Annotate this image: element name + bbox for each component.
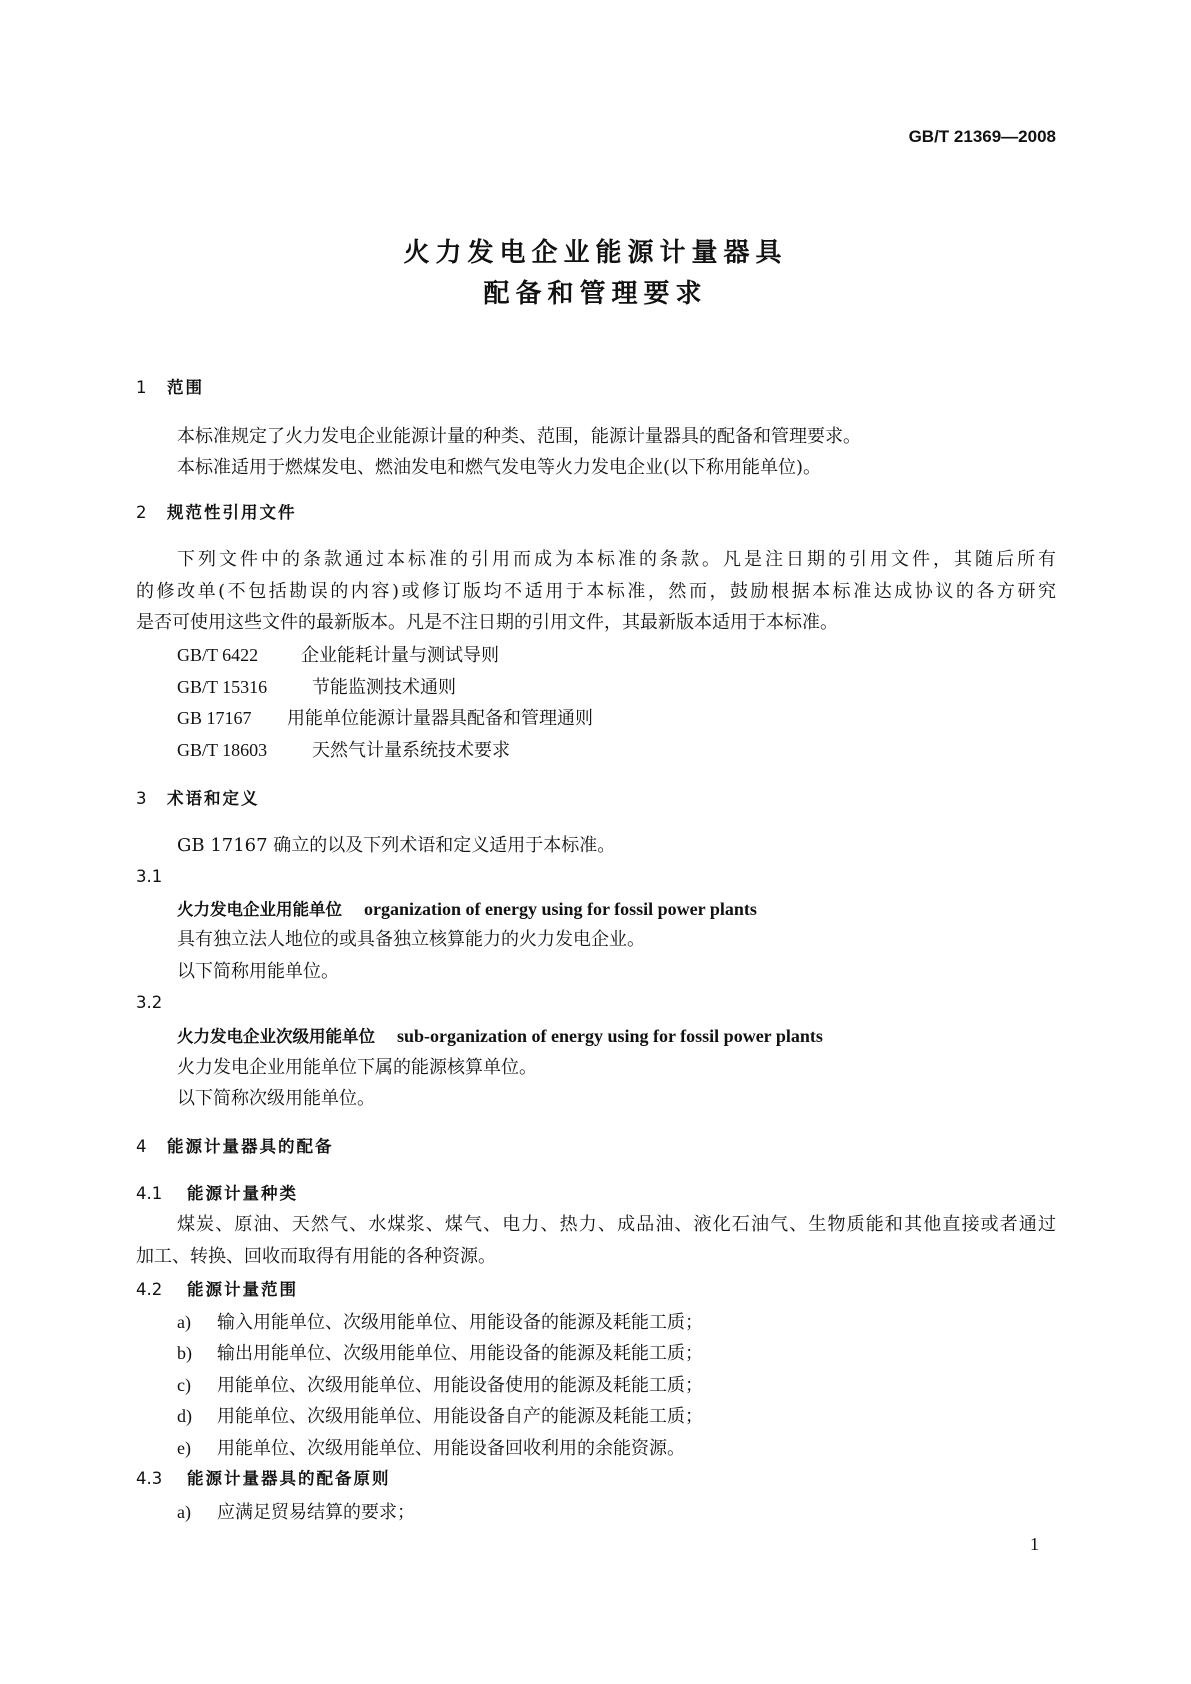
term-definition: 火力发电企业用能单位下属的能源核算单位。	[177, 1057, 537, 1078]
reference-item	[177, 706, 593, 731]
list-text: 应满足贸易结算的要求；	[217, 1502, 415, 1523]
paragraph: GB 17167 确立的以及下列术语和定义适用于本标准。	[177, 835, 616, 856]
subsection-title: 能源计量器具的配备原则	[187, 1469, 391, 1488]
reference-code: GB/T 15316	[177, 677, 268, 697]
term-note: 以下简称次级用能单位。	[177, 1088, 375, 1109]
subsection-number: 4.2	[136, 1280, 163, 1299]
subsection-number: 4.3	[136, 1469, 163, 1488]
section-4-title: 能源计量器具的配备	[167, 1137, 334, 1156]
term-en: organization of energy using for fossil power plants	[364, 899, 757, 919]
list-label: d)	[177, 1406, 192, 1426]
term-zh: 火力发电企业用能单位	[177, 900, 342, 919]
subsection-title: 能源计量种类	[187, 1184, 298, 1203]
list-text: 输入用能单位、次级用能单位、用能设备的能源及耗能工质；	[217, 1312, 703, 1333]
list-label: b)	[177, 1343, 192, 1363]
list-text: 用能单位、次级用能单位、用能设备回收利用的余能资源。	[217, 1438, 685, 1459]
list-label: a)	[177, 1502, 191, 1522]
term-heading	[177, 897, 757, 922]
list-item	[177, 1404, 703, 1429]
list-item	[177, 1341, 703, 1366]
list-item	[177, 1500, 415, 1525]
document-title-line2: 配备和管理要求	[483, 279, 708, 309]
list-item	[177, 1436, 685, 1461]
reference-item	[177, 643, 499, 668]
paragraph-line: 是否可使用这些文件的最新版本。凡是不注日期的引用文件，其最新版本适用于本标准。	[136, 612, 838, 633]
subsection-title: 能源计量范围	[187, 1280, 298, 1299]
section-1-number: 1	[136, 378, 147, 397]
term-zh: 火力发电企业次级用能单位	[177, 1027, 375, 1046]
section-4-number: 4	[136, 1137, 147, 1156]
paragraph: 本标准规定了火力发电企业能源计量的种类、范围，能源计量器具的配备和管理要求。	[177, 426, 861, 447]
section-2-title: 规范性引用文件	[167, 503, 297, 522]
list-label: c)	[177, 1375, 191, 1395]
paragraph-line: 下列文件中的条款通过本标准的引用而成为本标准的条款。凡是注日期的引用文件，其随后所有	[177, 549, 1056, 570]
term-heading	[177, 1024, 823, 1049]
reference-code: GB/T 18603	[177, 740, 268, 760]
list-item	[177, 1373, 703, 1398]
list-text: 用能单位、次级用能单位、用能设备使用的能源及耗能工质；	[217, 1375, 703, 1396]
reference-title: 用能单位能源计量器具配备和管理通则	[287, 708, 593, 729]
page-number: 1	[1030, 1534, 1039, 1554]
section-3-number: 3	[136, 789, 147, 808]
paragraph-line: 煤炭、原油、天然气、水煤浆、煤气、电力、热力、成品油、液化石油气、生物质能和其他直接或者通过	[177, 1214, 1056, 1235]
reference-title: 节能监测技术通则	[312, 677, 456, 698]
list-text: 用能单位、次级用能单位、用能设备自产的能源及耗能工质；	[217, 1406, 703, 1427]
section-2-number: 2	[136, 503, 147, 522]
paragraph-line: 的修改单(不包括勘误的内容)或修订版均不适用于本标准，然而，鼓励根据本标准达成协议的各方研究	[136, 581, 1056, 602]
reference-item	[177, 738, 510, 763]
list-label: a)	[177, 1312, 191, 1332]
term-number: 3.2	[136, 993, 163, 1012]
paragraph: 本标准适用于燃煤发电、燃油发电和燃气发电等火力发电企业(以下称用能单位)。	[177, 457, 822, 478]
section-3-title: 术语和定义	[167, 789, 260, 808]
reference-item	[177, 675, 456, 700]
paragraph-line: 加工、转换、回收而取得有用能的各种资源。	[136, 1246, 496, 1267]
reference-title: 企业能耗计量与测试导则	[301, 645, 499, 666]
reference-code: GB/T 6422	[177, 645, 259, 665]
section-1-title: 范围	[167, 378, 204, 397]
standard-number: GB/T 21369—2008	[908, 127, 1056, 146]
reference-title: 天然气计量系统技术要求	[312, 740, 510, 761]
term-definition: 具有独立法人地位的或具备独立核算能力的火力发电企业。	[177, 929, 645, 950]
list-text: 输出用能单位、次级用能单位、用能设备的能源及耗能工质；	[217, 1343, 703, 1364]
document-title-line1: 火力发电企业能源计量器具	[403, 238, 788, 268]
subsection-number: 4.1	[136, 1184, 163, 1203]
reference-code: GB 17167	[177, 708, 252, 728]
term-number: 3.1	[136, 867, 163, 886]
list-label: e)	[177, 1438, 191, 1458]
term-en: sub-organization of energy using for fossil power plants	[397, 1026, 823, 1046]
term-note: 以下简称用能单位。	[177, 961, 339, 982]
list-item	[177, 1310, 703, 1335]
